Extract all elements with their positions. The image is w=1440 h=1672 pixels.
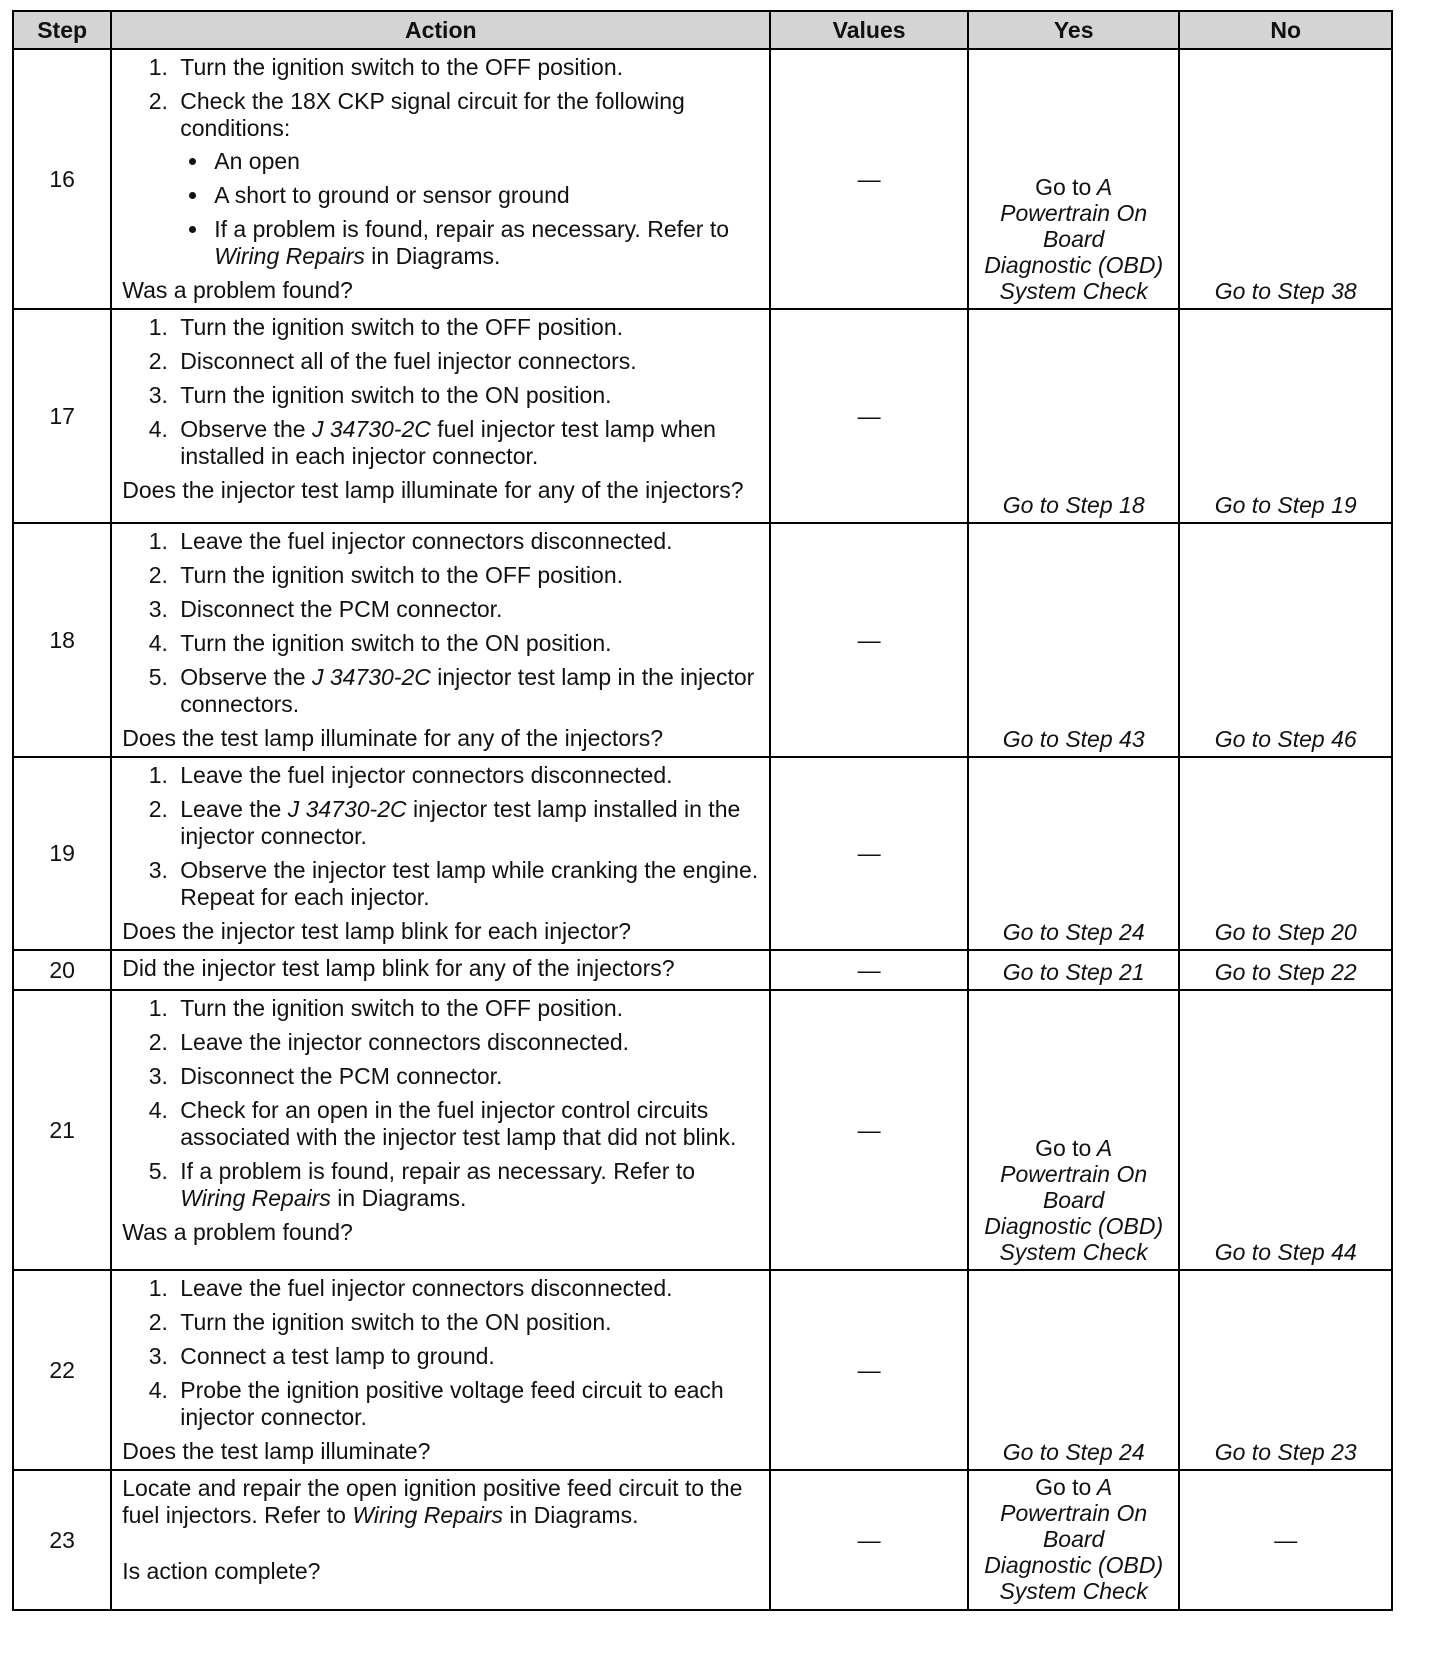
action-cell — [111, 757, 770, 950]
text: injector test lamp installed in the injector connector. — [180, 796, 741, 849]
yes-result — [968, 49, 1179, 309]
obd-a: A — [1096, 1474, 1113, 1500]
action-item: 1. Turn the ignition switch to the OFF position. — [174, 54, 759, 81]
table-row-step-21 — [13, 990, 1392, 1270]
step-number: 17 — [13, 309, 111, 523]
obd-line: Board — [1042, 1526, 1105, 1552]
text: in Diagrams. — [337, 1185, 467, 1211]
yes-result: Go to Step 24 — [968, 757, 1179, 950]
action-cell — [111, 49, 770, 309]
no-result: Go to Step 22 — [1179, 950, 1392, 990]
text: in Diagrams. — [509, 1502, 639, 1528]
no-result: Go to Step 44 — [1179, 990, 1392, 1270]
condition-item: • A short to ground or sensor ground — [210, 182, 759, 209]
values-dash: — — [770, 990, 968, 1270]
action-item: 1. Leave the fuel injector connectors disconnected. — [174, 528, 759, 555]
action-item: 4. Check for an open in the fuel injector control circuits associated with the injector test lamp that did not blink. — [174, 1097, 759, 1151]
action-item: 3. Turn the ignition switch to the ON position. — [174, 382, 759, 409]
step-number: 18 — [13, 523, 111, 757]
go-to-text: Go to — [1035, 1474, 1092, 1500]
question-text: Does the injector test lamp illuminate for any of the injectors? — [122, 477, 744, 503]
tool-number: J 34730-2C — [311, 664, 431, 690]
action-item-text: Check the 18X CKP signal circuit for the following conditions: — [180, 88, 685, 141]
action-item: 3. Disconnect the PCM connector. — [174, 596, 759, 623]
action-item — [174, 796, 759, 850]
no-result: Go to Step 46 — [1179, 523, 1392, 757]
go-to-text: Go to — [1035, 1135, 1092, 1161]
obd-line: Board — [1042, 1187, 1105, 1213]
condition-item: • An open — [210, 148, 759, 175]
no-result: Go to Step 20 — [1179, 757, 1392, 950]
step-number: 21 — [13, 990, 111, 1270]
action-item — [174, 416, 759, 470]
action-steps — [122, 528, 759, 718]
yes-result: Go to Step 43 — [968, 523, 1179, 757]
step-number: 22 — [13, 1270, 111, 1470]
yes-result: Go to Step 18 — [968, 309, 1179, 523]
header-values: Values — [770, 11, 968, 49]
question-text: Does the injector test lamp blink for each injector? — [122, 918, 632, 944]
action-item: 4. Turn the ignition switch to the ON position. — [174, 630, 759, 657]
action-cell — [111, 309, 770, 523]
no-result: Go to Step 38 — [1179, 49, 1392, 309]
reference-text: Wiring Repairs — [180, 1185, 331, 1211]
question-text: Was a problem found? — [122, 277, 353, 303]
no-result-dash: — — [1179, 1470, 1392, 1610]
reference-text: Wiring Repairs — [352, 1502, 503, 1528]
obd-a: A — [1096, 1135, 1113, 1161]
question-text: Is action complete? — [122, 1558, 321, 1584]
header-row — [13, 11, 1392, 49]
table-row-step-17 — [13, 309, 1392, 523]
values-dash: — — [770, 1270, 968, 1470]
yes-result — [968, 1470, 1179, 1610]
yes-result — [968, 990, 1179, 1270]
yes-result: Go to Step 24 — [968, 1270, 1179, 1470]
question-text: Was a problem found? — [122, 1219, 353, 1245]
table-row-step-18 — [13, 523, 1392, 757]
obd-line: Powertrain On — [1000, 200, 1148, 226]
text: Locate and repair the open ignition positive feed circuit to the fuel injectors. Refer to — [122, 1475, 743, 1528]
table-row-step-16 — [13, 49, 1392, 309]
table-row-step-20 — [13, 950, 1392, 990]
action-steps — [122, 762, 759, 911]
action-item: 4. Probe the ignition positive voltage feed circuit to each injector connector. — [174, 1377, 759, 1431]
action-item: 2. Leave the injector connectors disconnected. — [174, 1029, 759, 1056]
values-dash: — — [770, 523, 968, 757]
action-item — [174, 88, 759, 270]
text: in Diagrams. — [371, 243, 501, 269]
action-item — [174, 1158, 759, 1212]
action-cell — [111, 990, 770, 1270]
condition-item — [210, 216, 759, 270]
text: Observe the — [180, 664, 306, 690]
diagnostic-table — [12, 10, 1393, 1611]
obd-line: System Check — [999, 1578, 1148, 1604]
action-item: 1. Leave the fuel injector connectors disconnected. — [174, 762, 759, 789]
question-text: Does the test lamp illuminate for any of the injectors? — [122, 725, 664, 751]
obd-line: Powertrain On — [1000, 1500, 1148, 1526]
tool-number: J 34730-2C — [287, 796, 407, 822]
action-item: 1. Turn the ignition switch to the OFF position. — [174, 995, 759, 1022]
values-dash: — — [770, 1470, 968, 1610]
reference-text: Wiring Repairs — [214, 243, 365, 269]
obd-a: A — [1096, 174, 1113, 200]
action-item: 2. Turn the ignition switch to the OFF position. — [174, 562, 759, 589]
obd-line: Diagnostic (OBD) — [984, 1213, 1164, 1239]
step-number: 19 — [13, 757, 111, 950]
action-item: 3. Observe the injector test lamp while cranking the engine. Repeat for each injector. — [174, 857, 759, 911]
text: Leave the — [180, 796, 282, 822]
text: If a problem is found, repair as necessary. Refer to — [214, 216, 730, 242]
action-cell — [111, 523, 770, 757]
header-no: No — [1179, 11, 1392, 49]
table-row-step-19 — [13, 757, 1392, 950]
action-item: 3. Disconnect the PCM connector. — [174, 1063, 759, 1090]
table-row-step-23 — [13, 1470, 1392, 1610]
action-item: 1. Turn the ignition switch to the OFF position. — [174, 314, 759, 341]
yes-result: Go to Step 21 — [968, 950, 1179, 990]
obd-line: Board — [1042, 226, 1105, 252]
condition-list — [180, 148, 759, 270]
action-item: 2. Turn the ignition switch to the ON position. — [174, 1309, 759, 1336]
step-number: 16 — [13, 49, 111, 309]
tool-number: J 34730-2C — [311, 416, 431, 442]
step-number: 20 — [13, 950, 111, 990]
action-item: 2. Disconnect all of the fuel injector connectors. — [174, 348, 759, 375]
text: If a problem is found, repair as necessary. Refer to — [180, 1158, 696, 1184]
no-result: Go to Step 19 — [1179, 309, 1392, 523]
action-item: 1. Leave the fuel injector connectors disconnected. — [174, 1275, 759, 1302]
header-action: Action — [111, 11, 770, 49]
action-cell — [111, 1270, 770, 1470]
action-steps — [122, 314, 759, 470]
header-step: Step — [13, 11, 111, 49]
text: injector test lamp in the injector connectors. — [180, 664, 755, 717]
go-to-text: Go to — [1035, 174, 1092, 200]
obd-line: Diagnostic (OBD) — [984, 1552, 1164, 1578]
values-dash: — — [770, 49, 968, 309]
action-steps — [122, 1275, 759, 1431]
action-cell — [111, 1470, 770, 1610]
action-steps — [122, 54, 759, 270]
text: fuel injector test lamp when installed in each injector connector. — [180, 416, 716, 469]
header-yes: Yes — [968, 11, 1179, 49]
no-result: Go to Step 23 — [1179, 1270, 1392, 1470]
obd-line: Diagnostic (OBD) — [984, 252, 1164, 278]
step-number: 23 — [13, 1470, 111, 1610]
action-text — [122, 1475, 759, 1529]
obd-line: System Check — [999, 1239, 1148, 1265]
values-dash: — — [770, 757, 968, 950]
action-item: 3. Connect a test lamp to ground. — [174, 1343, 759, 1370]
action-steps — [122, 995, 759, 1212]
obd-line: Powertrain On — [1000, 1161, 1148, 1187]
question-text: Does the test lamp illuminate? — [122, 1438, 431, 1464]
values-dash: — — [770, 950, 968, 990]
values-dash: — — [770, 309, 968, 523]
text: Observe the — [180, 416, 306, 442]
table-row-step-22 — [13, 1270, 1392, 1470]
action-cell: Did the injector test lamp blink for any of the injectors? — [111, 950, 770, 990]
action-item — [174, 664, 759, 718]
obd-line: System Check — [999, 278, 1148, 304]
